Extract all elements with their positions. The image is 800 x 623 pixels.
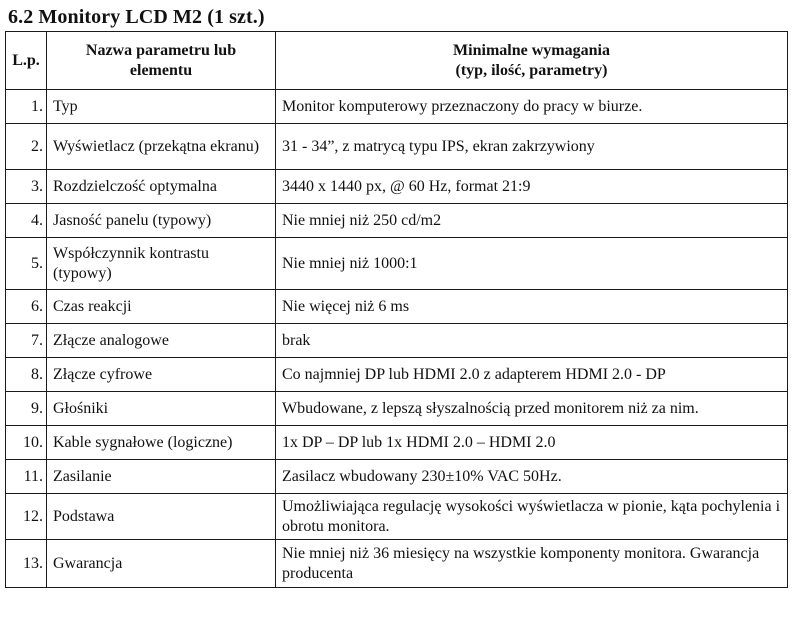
table-row — [6, 90, 788, 124]
parameter-name: Głośniki — [47, 392, 276, 426]
column-header-lp: L.p. — [6, 32, 47, 90]
row-number: 10. — [6, 426, 47, 460]
requirement-value: Zasilacz wbudowany 230±10% VAC 50Hz. — [276, 460, 788, 494]
table-row — [6, 392, 788, 426]
table-row — [6, 204, 788, 238]
requirements-table — [5, 31, 788, 588]
requirement-value: 3440 x 1440 px, @ 60 Hz, format 21:9 — [276, 170, 788, 204]
requirement-value: 1x DP – DP lub 1x HDMI 2.0 – HDMI 2.0 — [276, 426, 788, 460]
row-number: 1. — [6, 90, 47, 124]
requirement-value: brak — [276, 324, 788, 358]
parameter-name: Typ — [47, 90, 276, 124]
parameter-name: Złącze analogowe — [47, 324, 276, 358]
parameter-name: Rozdzielczość optymalna — [47, 170, 276, 204]
table-row — [6, 358, 788, 392]
requirement-value: 31 - 34”, z matrycą typu IPS, ekran zakrzywiony — [276, 124, 788, 170]
parameter-name: Wyświetlacz (przekątna ekranu) — [47, 124, 276, 170]
row-number: 11. — [6, 460, 47, 494]
requirement-value: Nie mniej niż 250 cd/m2 — [276, 204, 788, 238]
row-number: 4. — [6, 204, 47, 238]
table-header-row — [6, 32, 788, 90]
row-number: 5. — [6, 238, 47, 290]
parameter-name: Kable sygnałowe (logiczne) — [47, 426, 276, 460]
row-number: 6. — [6, 290, 47, 324]
requirement-value: Nie mniej niż 1000:1 — [276, 238, 788, 290]
requirement-value: Monitor komputerowy przeznaczony do pracy w biurze. — [276, 90, 788, 124]
column-header-req-line2: (typ, ilość, parametry) — [455, 61, 608, 79]
parameter-name: Podstawa — [47, 494, 276, 540]
column-header-parameter-name — [47, 32, 276, 90]
table-row — [6, 460, 788, 494]
table-row — [6, 124, 788, 170]
row-number: 7. — [6, 324, 47, 358]
column-header-name-line2: elementu — [129, 61, 193, 79]
row-number: 2. — [6, 124, 47, 170]
table-row — [6, 324, 788, 358]
row-number: 12. — [6, 494, 47, 540]
parameter-name: Zasilanie — [47, 460, 276, 494]
parameter-name: Czas reakcji — [47, 290, 276, 324]
column-header-name-line1: Nazwa parametru lub — [85, 41, 237, 59]
parameter-name: Współczynnik kontrastu (typowy) — [47, 238, 276, 290]
row-number: 13. — [6, 540, 47, 588]
table-row — [6, 494, 788, 540]
requirement-value: Nie więcej niż 6 ms — [276, 290, 788, 324]
parameter-name: Jasność panelu (typowy) — [47, 204, 276, 238]
parameter-name: Gwarancja — [47, 540, 276, 588]
column-header-requirements — [276, 32, 788, 90]
table-row — [6, 170, 788, 204]
parameter-name: Złącze cyfrowe — [47, 358, 276, 392]
table-row — [6, 238, 788, 290]
table-row — [6, 426, 788, 460]
row-number: 3. — [6, 170, 47, 204]
requirement-value: Nie mniej niż 36 miesięcy na wszystkie komponenty monitora. Gwarancja producenta — [276, 540, 788, 588]
requirement-value: Wbudowane, z lepszą słyszalnością przed monitorem niż za nim. — [276, 392, 788, 426]
row-number: 8. — [6, 358, 47, 392]
table-row — [6, 540, 788, 588]
requirement-value: Co najmniej DP lub HDMI 2.0 z adapterem HDMI 2.0 - DP — [276, 358, 788, 392]
requirement-value: Umożliwiająca regulację wysokości wyświetlacza w pionie, kąta pochylenia i obrotu monitora. — [276, 494, 788, 540]
section-title: 6.2 Monitory LCD M2 (1 szt.) — [8, 6, 265, 28]
column-header-req-line1: Minimalne wymagania — [453, 41, 610, 59]
row-number: 9. — [6, 392, 47, 426]
table-row — [6, 290, 788, 324]
